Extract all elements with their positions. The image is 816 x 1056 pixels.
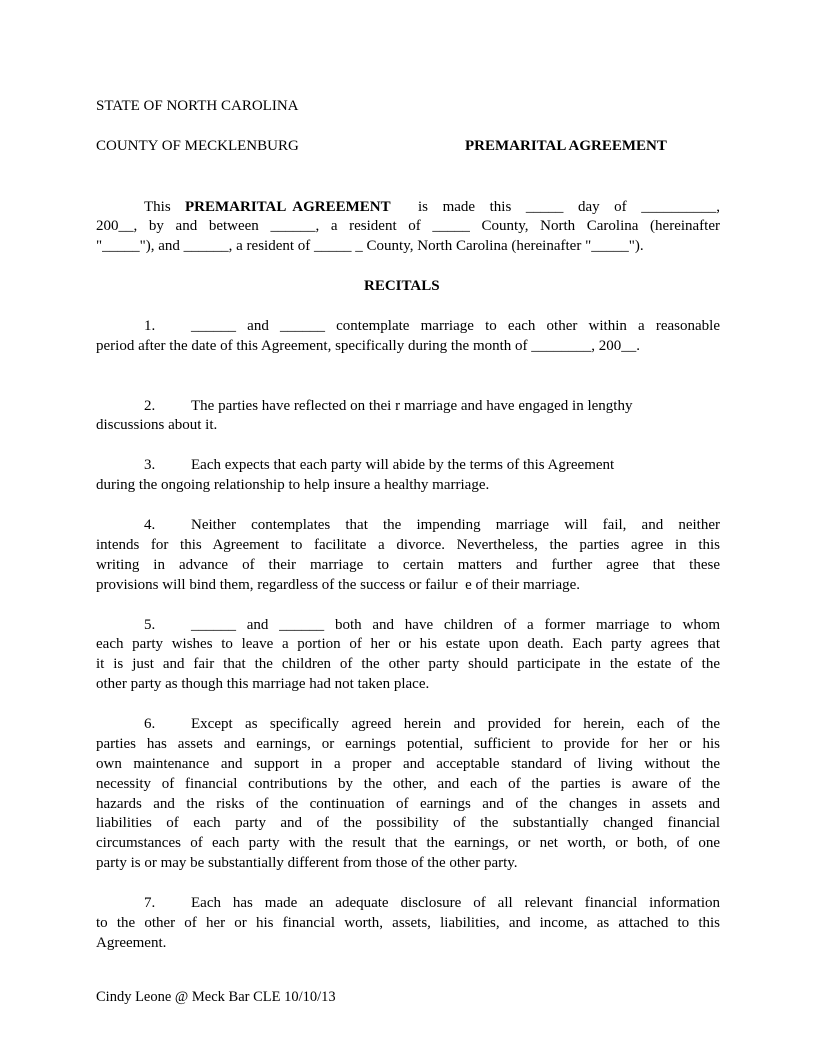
intro-line-1-bold: PREMARITAL AGREEMENT xyxy=(185,199,391,215)
recitals-heading: RECITALS xyxy=(364,278,440,294)
recital-5-line-4: other party as though this marriage had not taken place. xyxy=(96,676,430,692)
recital-4-line-2: intends for this Agreement to facilitate a divorce. Nevertheless, the parties agree in this xyxy=(96,537,720,553)
intro-line-1-post: is made this _____ day of __________, xyxy=(418,199,720,215)
recital-3-number: 3. xyxy=(144,457,156,473)
recital-6-line-3: own maintenance and support in a proper and acceptable standard of living without the xyxy=(96,756,720,772)
recital-7-line-2: to the other of her or his financial worth, assets, liabilities, and income, as attached to this xyxy=(96,915,720,931)
recital-6-line-8: party is or may be substantially different from those of the other party. xyxy=(96,855,518,871)
county-heading: COUNTY OF MECKLENBURG xyxy=(96,138,299,154)
recital-6-line-4: necessity of financial contributions by the other, and each of the parties is aware of the xyxy=(96,776,720,792)
recital-7-line-3: Agreement. xyxy=(96,935,167,951)
recital-6-line-2: parties has assets and earnings, or earnings potential, sufficient to provide for her or his xyxy=(96,736,720,752)
recital-1-line-2: period after the date of this Agreement, specifically during the month of ________, 200__. xyxy=(96,338,641,354)
recital-2-line-2: discussions about it. xyxy=(96,417,218,433)
recital-4-number: 4. xyxy=(144,517,156,533)
recital-7-number: 7. xyxy=(144,895,156,911)
document-title: PREMARITAL AGREEMENT xyxy=(465,138,667,154)
page-footer: Cindy Leone @ Meck Bar CLE 10/10/13 xyxy=(96,989,336,1005)
recital-5-line-2: each party wishes to leave a portion of her or his estate upon death. Each party agrees that xyxy=(96,636,720,652)
recital-6-line-5: hazards and the risks of the continuation of earnings and of the changes in assets and xyxy=(96,796,720,812)
recital-2-line-1: The parties have reflected on thei r marriage and have engaged in lengthy xyxy=(191,398,633,414)
recital-4-line-4: provisions will bind them, regardless of the success or failur e of their marriage. xyxy=(96,577,581,593)
recital-4-line-3: writing in advance of their marriage to certain matters and further agree that these xyxy=(96,557,720,573)
intro-line-3: "_____"), and ______, a resident of _____ _ County, North Carolina (hereinafter "_____"). xyxy=(96,238,644,254)
recital-3-line-1: Each expects that each party will abide by the terms of this Agreement xyxy=(191,457,615,473)
recital-4-line-1: Neither contemplates that the impending marriage will fail, and neither xyxy=(191,517,720,533)
recital-2-number: 2. xyxy=(144,398,156,414)
recital-3-line-2: during the ongoing relationship to help insure a healthy marriage. xyxy=(96,477,490,493)
state-heading: STATE OF NORTH CAROLINA xyxy=(96,98,299,114)
recital-7-line-1: Each has made an adequate disclosure of all relevant financial information xyxy=(191,895,720,911)
recital-1-number: 1. xyxy=(144,318,156,334)
recital-5-line-3: it is just and fair that the children of the other party should participate in the estate of the xyxy=(96,656,720,672)
recital-5-number: 5. xyxy=(144,617,156,633)
recital-6-line-6: liabilities of each party and of the possibility of the substantially changed financial xyxy=(96,815,720,831)
recital-6-number: 6. xyxy=(144,716,156,732)
recital-6-line-7: circumstances of each party with the result that the earnings, or net worth, or both, of one xyxy=(96,835,720,851)
intro-line-1-pre: This xyxy=(144,199,171,215)
recital-6-line-1: Except as specifically agreed herein and provided for herein, each of the xyxy=(191,716,720,732)
recital-5-line-1: ______ and ______ both and have children of a former marriage to whom xyxy=(191,617,720,633)
intro-line-2: 200__, by and between ______, a resident of _____ County, North Carolina (hereinafter xyxy=(96,218,720,234)
recital-1-line-1: ______ and ______ contemplate marriage to each other within a reasonable xyxy=(191,318,720,334)
